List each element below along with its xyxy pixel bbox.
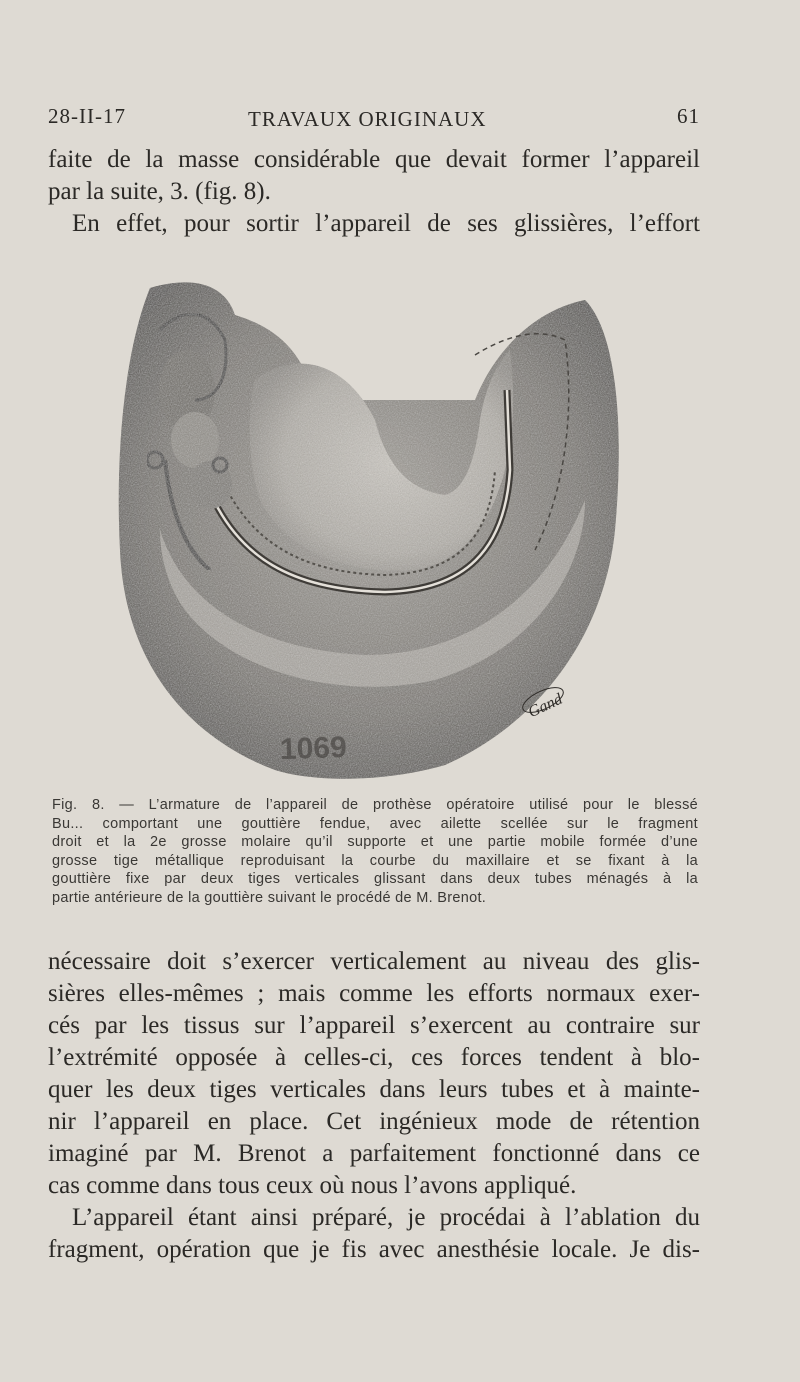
text-line: nir l’appareil en place. Cet ingénieux mode de rétention	[48, 1108, 700, 1135]
artist-signature: Gand	[525, 690, 566, 722]
text-line: faite de la masse considérable que devait former l’appareil	[48, 146, 700, 173]
caption-line: grosse tige métallique reproduisant la courbe du maxillaire et se fixant à la	[52, 852, 698, 869]
cast-stamp-number: 1069	[279, 730, 348, 767]
caption-line: droit et la 2e grosse molaire qu’il supporte et une partie mobile formée d’une	[52, 834, 698, 850]
text-line: quer les deux tiges verticales dans leurs tubes et à mainte-	[48, 1076, 700, 1103]
caption-line: partie antérieure de la gouttière suivant le procédé de M. Brenot.	[52, 889, 487, 906]
text-line: fragment, opération que je fis avec anesthésie locale. Je dis-	[48, 1236, 700, 1263]
figure-caption	[52, 796, 698, 907]
caption-line: Bu... comportant une gouttière fendue, avec ailette scellée sur le fragment	[52, 815, 698, 832]
text-line: L’appareil étant ainsi préparé, je procédai à l’ablation du	[72, 1204, 700, 1231]
header-title: TRAVAUX ORIGINAUX	[248, 107, 487, 131]
header-date: 28-II-17	[48, 104, 126, 128]
top-paragraphs	[48, 144, 700, 240]
text-line: cés par les tissus sur l’appareil s’exercent au contraire sur	[48, 1012, 700, 1039]
text-line: imaginé par M. Brenot a parfaitement fonctionné dans ce	[48, 1140, 700, 1167]
text-line: par la suite, 3. (fig. 8).	[48, 178, 271, 205]
caption-line: gouttière fixe par deux tiges verticales glissant dans deux tubes ménagés à la	[52, 871, 698, 887]
bottom-paragraphs	[48, 946, 700, 1266]
text-line: En effet, pour sortir l’appareil de ses glissières, l’effort	[72, 210, 700, 237]
text-line: l’extrémité opposée à celles-ci, ces forces tendent à blo-	[48, 1044, 700, 1071]
caption-line: Fig. 8. — L’armature de l’appareil de prothèse opératoire utilisé pour le blessé	[52, 797, 698, 813]
text-line: cas comme dans tous ceux où nous l’avons appliqué.	[48, 1172, 577, 1199]
text-line: nécessaire doit s’exercer verticalement au niveau des glis-	[48, 948, 700, 975]
page-number: 61	[677, 104, 700, 128]
dental-prosthesis-illustration	[115, 270, 635, 785]
running-header	[48, 104, 700, 134]
text-line: sières elles-mêmes ; mais comme les efforts normaux exer-	[48, 980, 700, 1007]
